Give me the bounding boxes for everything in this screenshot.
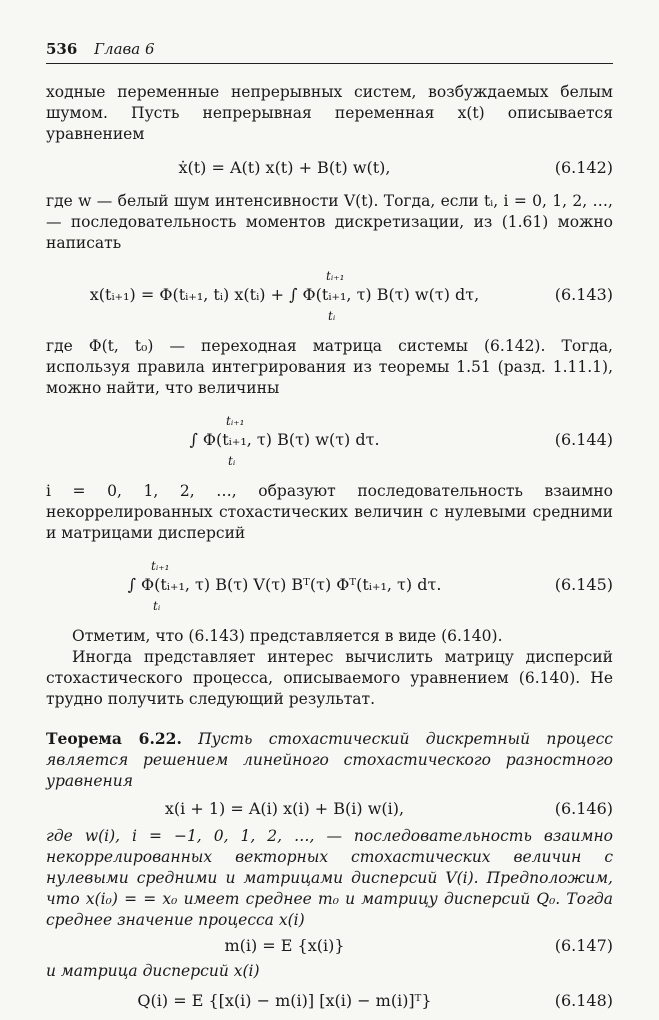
equation-6-146: [46, 798, 613, 820]
page-number: 536: [46, 40, 78, 58]
page-body: [46, 82, 613, 1020]
paragraph: где w — белый шум интенсивности V(t). Тогда, если tᵢ, i = 0, 1, 2, …, — последовательность моментов дискретизации, из (1.61) можно написать: [46, 192, 613, 252]
integral-upper-limit: tᵢ₊₁: [326, 269, 345, 283]
chapter-title: Глава 6: [94, 40, 155, 58]
equation-formula: x(i + 1) = A(i) x(i) + B(i) w(i),: [164, 799, 405, 818]
integral-upper-limit: tᵢ₊₁: [226, 414, 245, 428]
page-header: [46, 40, 613, 62]
paragraph: где w(i), i = −1, 0, 1, 2, …, — последовательность взаимно некоррелированных векторных стохастических величин с нулевыми средними и матрицами дисперсий V(i). Предположим, что x(i₀) = = x₀ имеет среднее m₀ и матрицу дисперсий Q₀. Тогда среднее значение процесса x(i): [46, 827, 613, 929]
integral-lower-limit: tᵢ: [153, 599, 161, 613]
equation-6-142: [46, 157, 613, 179]
paragraph: i = 0, 1, 2, …, образуют последовательность взаимно некоррелированных стохастических величин с нулевыми средними и матрицами дисперсий: [46, 482, 613, 542]
equation-6-147: [46, 935, 613, 957]
equation-6-143: [46, 269, 613, 323]
integral-lower-limit: tᵢ: [228, 454, 236, 468]
paragraph: Иногда представляет интерес вычислить матрицу дисперсий стохастического процесса, описываемого уравнением (6.140). Не трудно получить следующий результат.: [46, 648, 613, 708]
paragraph: и матрица дисперсий x(i): [46, 962, 260, 980]
equation-number: (6.145): [554, 575, 613, 594]
header-rule: [46, 63, 613, 64]
theorem-label: Теорема 6.22.: [46, 729, 182, 748]
equation-number: (6.142): [554, 158, 613, 177]
equation-formula: Q(i) = E {[x(i) − m(i)] [x(i) − m(i)]ᵀ}: [137, 991, 432, 1010]
equation-number: (6.148): [554, 991, 613, 1010]
theorem: [46, 728, 613, 792]
equation-formula: ∫ Φ(tᵢ₊₁, τ) B(τ) V(τ) Bᵀ(τ) Φᵀ(tᵢ₊₁, τ) dτ.: [127, 575, 442, 594]
equation-formula: ẋ(t) = A(t) x(t) + B(t) w(t),: [178, 158, 391, 177]
equation-formula: m(i) = E {x(i)}: [224, 936, 345, 955]
equation-6-144: [46, 414, 613, 468]
equation-number: (6.143): [554, 285, 613, 304]
integral-upper-limit: tᵢ₊₁: [151, 559, 170, 573]
integral-lower-limit: tᵢ: [328, 309, 336, 323]
paragraph: где Φ(t, t₀) — переходная матрица системы (6.142). Тогда, используя правила интегрирования из теоремы 1.51 (разд. 1.11.1), можно найти, что величины: [46, 337, 613, 397]
equation-6-145: [46, 559, 613, 613]
equation-formula: ∫ Φ(tᵢ₊₁, τ) B(τ) w(τ) dτ.: [189, 430, 380, 449]
equation-formula: x(tᵢ₊₁) = Φ(tᵢ₊₁, tᵢ) x(tᵢ) + ∫ Φ(tᵢ₊₁, τ) B(τ) w(τ) dτ,: [89, 285, 480, 304]
paragraph: Отметим, что (6.143) представляется в виде (6.140).: [72, 627, 503, 645]
equation-number: (6.147): [554, 936, 613, 955]
equation-6-148: [46, 990, 613, 1012]
equation-number: (6.146): [554, 799, 613, 818]
paragraph: ходные переменные непрерывных систем, возбуждаемых белым шумом. Пусть непрерывная переменная x(t) описывается уравнением: [46, 83, 613, 143]
equation-number: (6.144): [554, 430, 613, 449]
theorem-text: Пусть стохастический дискретный процесс является решением линейного стохастического разностного уравнения: [46, 730, 613, 790]
